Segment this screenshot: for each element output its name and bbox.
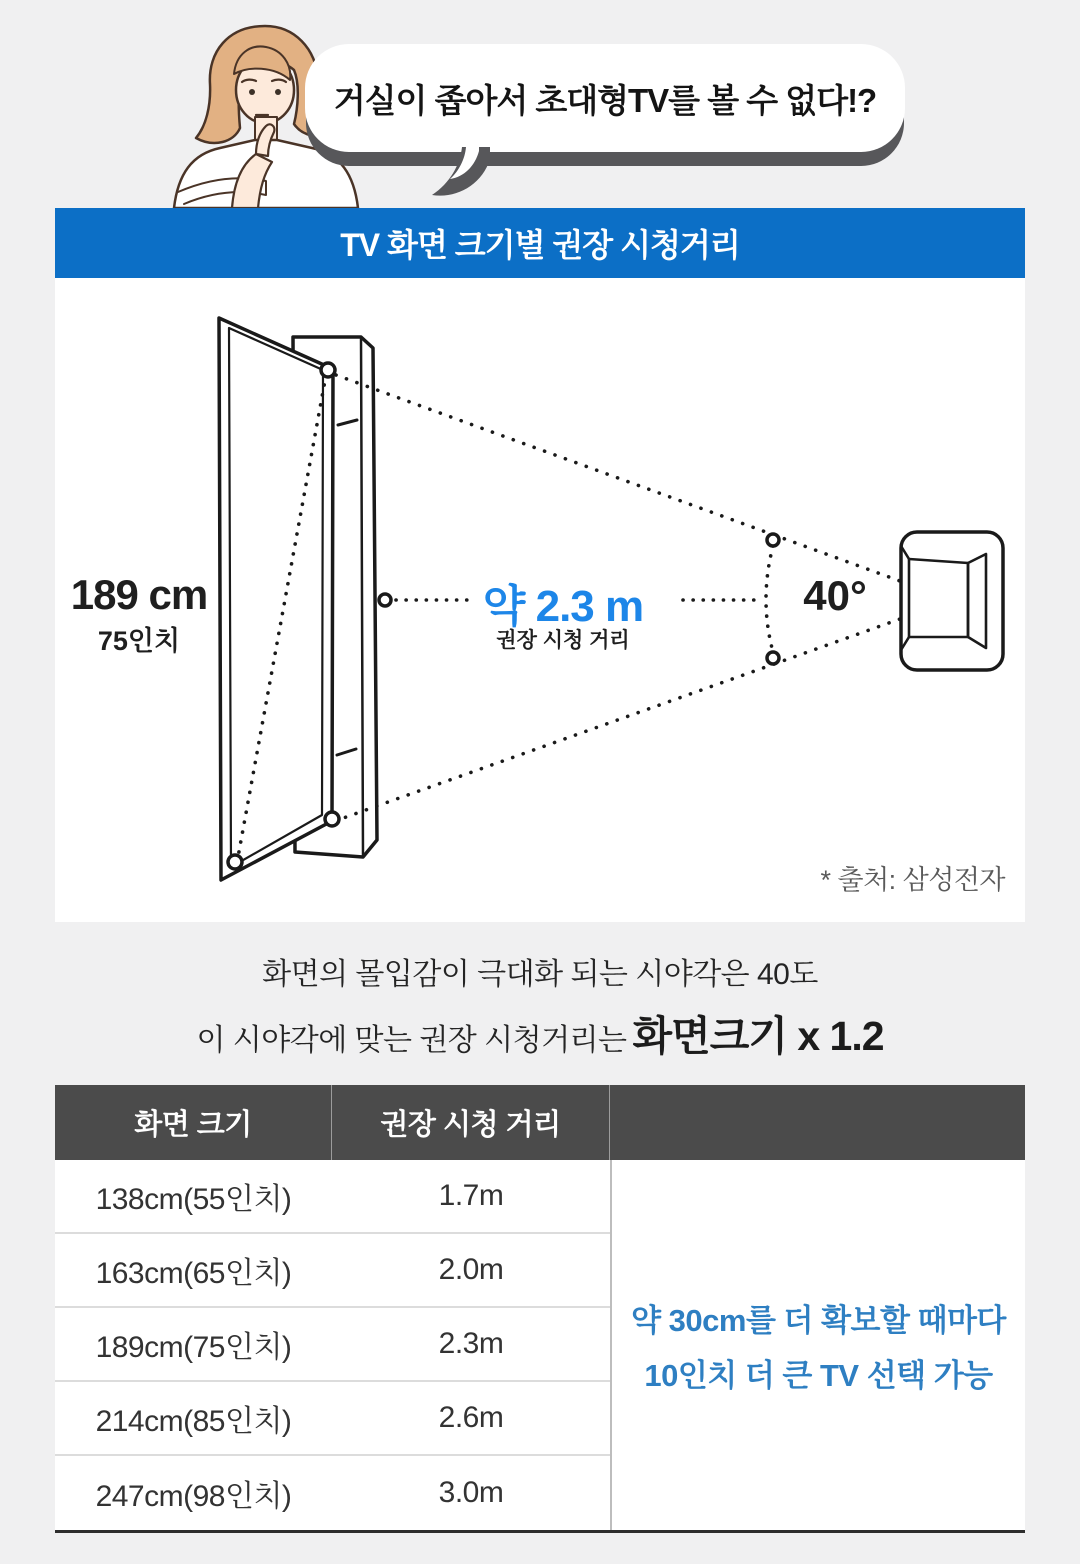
angle-arc bbox=[766, 546, 773, 652]
section-title: TV 화면 크기별 권장 시청거리 bbox=[340, 227, 740, 263]
viewing-distance-table bbox=[55, 1085, 1025, 1533]
viewing-distance-diagram bbox=[55, 278, 1025, 922]
insight-line2 bbox=[196, 1003, 883, 1062]
insight-formula: 화면크기 x 1.2 bbox=[632, 1013, 884, 1059]
cone-top-line bbox=[336, 375, 900, 581]
viewing-angle-label: 40° bbox=[803, 572, 867, 619]
distance-caption: 권장 시청 거리 bbox=[496, 629, 630, 652]
distance-value-label: 약 2.3 m bbox=[482, 582, 644, 631]
table-body bbox=[55, 1160, 1025, 1530]
source-credit: * 출처: 삼성전자 bbox=[820, 865, 1005, 895]
screen-size-cell: 138cm(55인치) bbox=[55, 1160, 332, 1234]
speech-section bbox=[0, 0, 1080, 208]
speech-bubble bbox=[305, 44, 905, 152]
sofa-icon bbox=[901, 532, 1003, 670]
table-note-cell bbox=[610, 1160, 1025, 1530]
distance-cell: 2.0m bbox=[332, 1234, 610, 1308]
speech-bubble-tail bbox=[428, 147, 498, 213]
header-note-spacer bbox=[610, 1085, 1025, 1160]
note-line2: 10인치 더 큰 TV 선택 가능 bbox=[644, 1358, 993, 1393]
tv-panel bbox=[219, 318, 333, 880]
section-title-bar bbox=[55, 208, 1025, 278]
insight-line2-prefix: 이 시야각에 맞는 권장 시청거리는 bbox=[196, 1024, 627, 1057]
insight-line1: 화면의 몰입감이 극대화 되는 시야각은 40도 bbox=[262, 958, 818, 991]
screen-size-cell: 189cm(75인치) bbox=[55, 1308, 332, 1382]
distance-cell: 3.0m bbox=[438, 1476, 504, 1509]
screen-size-cell: 214cm(85인치) bbox=[55, 1382, 332, 1456]
header-screen-size: 화면 크기 bbox=[55, 1085, 332, 1160]
header-distance: 권장 시청 거리 bbox=[332, 1085, 610, 1160]
distance-cell: 2.6m bbox=[332, 1382, 610, 1456]
tv-size-inches-label: 75인치 bbox=[97, 626, 181, 656]
table-header-row bbox=[55, 1085, 1025, 1160]
tv-size-label: 189 cm bbox=[70, 571, 208, 618]
note-line1: 약 30cm를 더 확보할 때마다 bbox=[631, 1303, 1006, 1338]
distance-cell: 1.7m bbox=[332, 1160, 610, 1234]
screen-size-cell: 247cm(98인치) bbox=[95, 1480, 292, 1513]
distance-cell: 2.3m bbox=[332, 1308, 610, 1382]
screen-size-cell: 163cm(65인치) bbox=[55, 1234, 332, 1308]
insight-paragraph bbox=[0, 922, 1080, 1085]
speech-bubble-text: 거실이 좁아서 초대형TV를 볼 수 없다!? bbox=[333, 81, 877, 119]
